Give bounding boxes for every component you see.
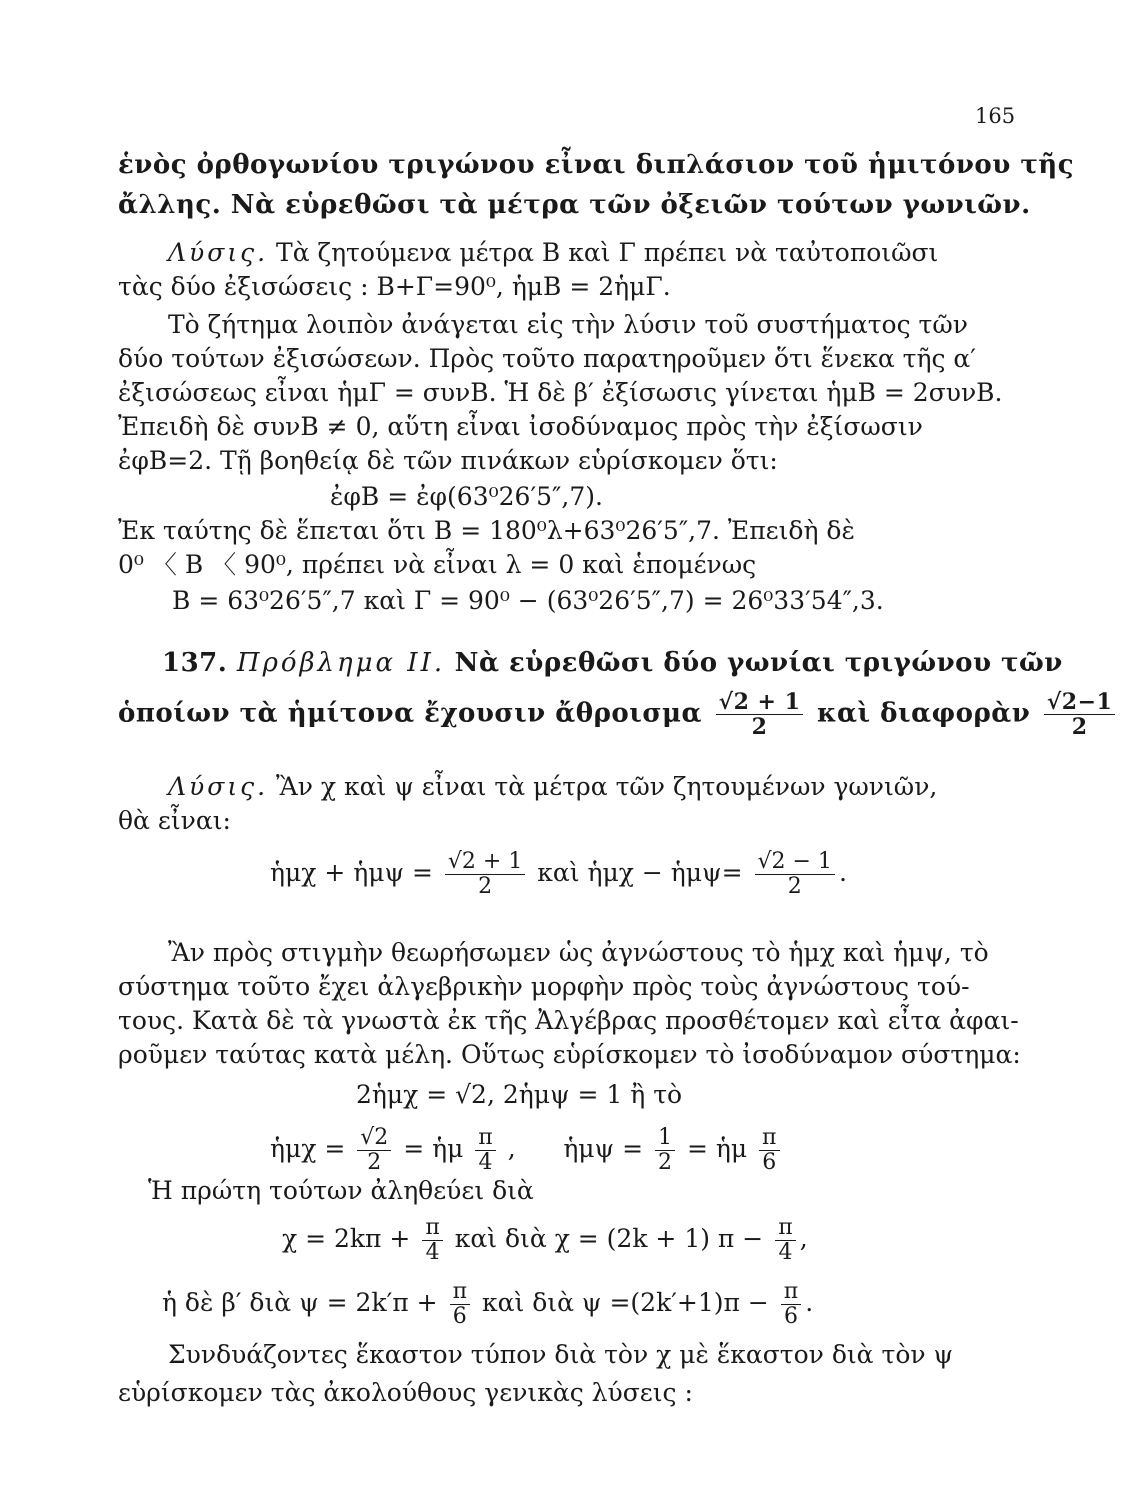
solution2-line-1: [168, 772, 937, 802]
solution1-equation-1: ἐφΒ = ἐφ(63⁰26′5″,7).: [330, 482, 603, 511]
solution2-para-2: σύστημα τοῦτο ἔχει ἀλγεβρικὴν μορφὴν πρὸς τοὺς ἀγνώστους τού-: [118, 972, 970, 1001]
solution2-para-3: τους. Κατὰ δὲ τὰ γνωστὰ ἐκ τῆς Ἀλγέβρας προσθέτομεν καὶ εἶτα ἀφαι-: [118, 1006, 1019, 1035]
solution2-para-7: εὑρίσκομεν τὰς ἀκολούθους γενικὰς λύσεις :: [118, 1378, 693, 1407]
problem-line-2-diff: καὶ διαφορὰν: [817, 698, 1031, 729]
solution1-label: Λύσις.: [168, 238, 269, 267]
solution1-line-2: τὰς δύο ἐξισώσεις : Β+Γ=90⁰, ἡμΒ = 2ἡμΓ.: [118, 272, 671, 301]
problem-label: Πρόβλημα ΙΙ.: [236, 648, 446, 678]
solution1-line-8: Ἐκ ταύτης δὲ ἕπεται ὅτι Β = 180⁰λ+63⁰26′5″,7. Ἐπειδὴ δὲ: [118, 516, 855, 545]
problem-line-2: [118, 690, 1119, 739]
solution2-para-5: Ἡ πρώτη τούτων ἀληθεύει διὰ: [148, 1176, 534, 1205]
intro-line-2: ἄλλης. Νὰ εὑρεθῶσι τὰ μέτρα τῶν ὀξειῶν τούτων γωνιῶν.: [118, 190, 1031, 220]
solution2-equation-4: χ = 2kπ + $\frac{\pi}{4}$ καὶ διὰ χ = (2k + 1) π − $\frac{\pi}{4}$ ,: [282, 1215, 808, 1265]
solution2-equation-2: 2ἡμχ = √2, 2ἡμψ = 1 ἢ τὸ: [356, 1080, 683, 1109]
problem-line-2-text: ὁποίων τὰ ἡμίτονα ἔχουσιν ἄθροισμα: [118, 698, 703, 729]
problem-diff-fraction: $\frac{√2-1}{2}$: [1044, 690, 1116, 739]
solution1-line-1-text: Τὰ ζητούμενα μέτρα Β καὶ Γ πρέπει νὰ ταὐτοποιῶσι: [268, 238, 939, 267]
problem-line-1-text: Νὰ εὑρεθῶσι δύο γωνίαι τριγώνου τῶν: [445, 648, 1063, 678]
intro-line-1: ἑνὸς ὀρθογωνίου τριγώνου εἶναι διπλάσιον τοῦ ἡμιτόνου τῆς: [118, 150, 1075, 180]
solution2-equation-1: ἡμχ + ἡμψ = $\frac{√2 + 1}{2}$ καὶ ἡμχ − ἡμψ= $\frac{√2 - 1}{2}$ .: [270, 849, 847, 899]
solution2-label: Λύσις.: [168, 772, 269, 801]
eq1-fraction-diff: $\frac{√2 - 1}{2}$: [755, 850, 835, 899]
solution1-line-6: Ἐπειδὴ δὲ συνΒ ≠ 0, αὕτη εἶναι ἰσοδύναμος πρὸς τὴν ἐξίσωσιν: [118, 412, 923, 441]
solution1-line-5: ἐξισώσεως εἶναι ἡμΓ = συνΒ. Ἡ δὲ β′ ἐξίσωσις γίνεται ἡμΒ = 2συνΒ.: [118, 378, 1003, 407]
solution2-line-2: θὰ εἶναι:: [118, 806, 231, 835]
solution1-line-4: δύο τούτων ἐξισώσεων. Πρὸς τοῦτο παρατηροῦμεν ὅτι ἕνεκα τῆς α′: [118, 344, 976, 373]
solution1-line-9: 0⁰ 〈 Β 〈 90⁰, πρέπει νὰ εἶναι λ = 0 καὶ ἑπομένως: [118, 550, 757, 579]
page-number: 165: [975, 104, 1016, 128]
solution1-line-1: [168, 238, 938, 268]
problem-sum-fraction: $\frac{√2 + 1}{2}$: [716, 690, 804, 739]
solution2-para-1: Ἂν πρὸς στιγμὴν θεωρήσωμεν ὡς ἀγνώστους τὸ ἡμχ καὶ ἡμψ, τὸ: [168, 938, 989, 967]
solution2-para-6: Συνδυάζοντες ἕκαστον τύπον διὰ τὸν χ μὲ ἕκαστον διὰ τὸν ψ: [168, 1340, 954, 1369]
solution2-equation-3: ἡμχ = $\frac{√2}{2}$ = ἡμ $\frac{\pi}{4}$ , ἡμψ = $\frac{1}{2}$ = ἡμ $\frac{\pi}{6}$: [270, 1126, 784, 1175]
solution1-line-3: Τὸ ζήτημα λοιπὸν ἀνάγεται εἰς τὴν λύσιν τοῦ συστήματος τῶν: [168, 310, 968, 339]
eq1-fraction-sum: $\frac{√2 + 1}{2}$: [445, 850, 525, 899]
solution2-line-1-text: Ἂν χ καὶ ψ εἶναι τὰ μέτρα τῶν ζητουμένων γωνιῶν,: [268, 772, 938, 801]
solution1-equation-2: Β = 63⁰26′5″,7 καὶ Γ = 90⁰ − (63⁰26′5″,7) = 26⁰33′54″,3.: [172, 586, 884, 615]
problem-number: 137.: [162, 648, 228, 678]
problem-heading: [162, 648, 1063, 678]
solution2-para-4: ροῦμεν ταύτας κατὰ μέλη. Οὕτως εὑρίσκομεν τὸ ἰσοδύναμον σύστημα:: [118, 1040, 1021, 1069]
solution1-line-7: ἐφΒ=2. Τῇ βοηθείᾳ δὲ τῶν πινάκων εὑρίσκομεν ὅτι:: [118, 446, 778, 475]
solution2-equation-5: ἡ δὲ β′ διὰ ψ = 2k′π + $\frac{\pi}{6}$ καὶ διὰ ψ =(2k′+1)π − $\frac{\pi}{6}$ .: [162, 1279, 814, 1329]
